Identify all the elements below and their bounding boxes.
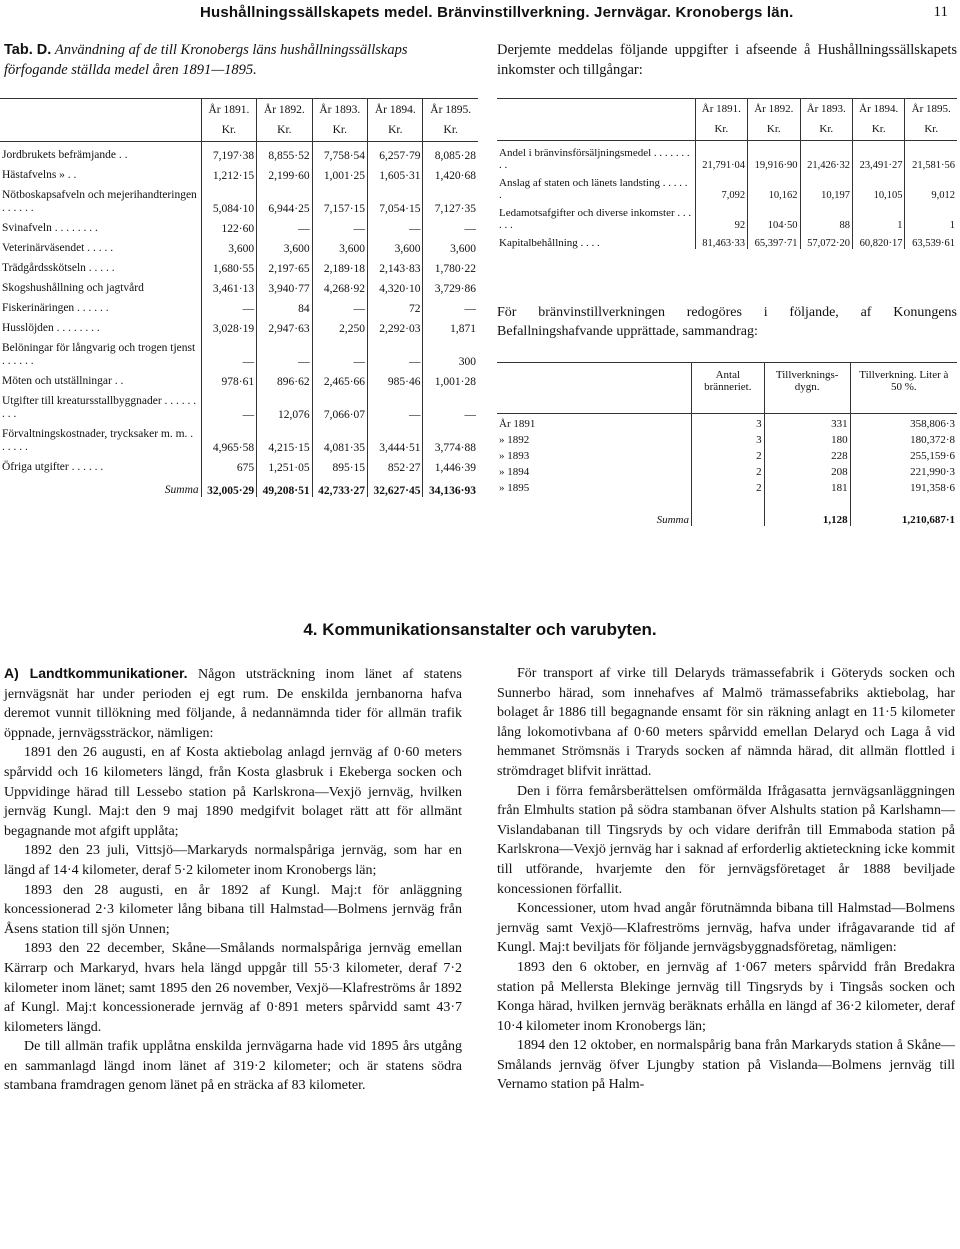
table2 <box>497 98 957 249</box>
cell-value: 92 <box>695 201 747 231</box>
paragraph <box>497 664 955 782</box>
table3 <box>497 362 957 526</box>
row-label: Anslag af staten och länets landsting . . . . . . <box>499 177 688 201</box>
table2-title: Derjemte meddelas följande uppgifter i afseende å Hushållningssällskapets inkomster och tillgångar: <box>497 42 957 78</box>
sum-value: 32,627·45 <box>368 474 423 497</box>
cell-value: 2,199·60 <box>257 162 312 182</box>
cell-value: 2,189·18 <box>312 255 367 275</box>
paragraph <box>4 743 462 841</box>
cell-value: 1,212·15 <box>201 162 256 182</box>
cell-value: 3,444·51 <box>368 421 423 454</box>
cell-value: 7,157·15 <box>312 182 367 215</box>
cell-value: — <box>368 335 423 368</box>
paragraph <box>4 664 462 743</box>
cell-value: 978·61 <box>201 368 256 388</box>
table-row <box>0 295 478 315</box>
cell-value: 4,320·10 <box>368 275 423 295</box>
cell-value: 5,084·10 <box>201 182 256 215</box>
table1-title-prefix: Tab. D. <box>4 42 52 58</box>
cell-value: 3,729·86 <box>423 275 478 295</box>
paragraph <box>497 899 955 958</box>
cell-value: 1,001·25 <box>312 162 367 182</box>
row-label: Utgifter till kreatursstallbyggnader . . . . . . . . . <box>2 395 197 420</box>
row-label: Förvaltningskostnader, trycksaker m. m. . . . . . . <box>2 428 194 453</box>
row-label: Fiskerinäringen . . . . . . <box>2 302 109 314</box>
cell-value: 1,780·22 <box>423 255 478 275</box>
cell-value: 2,197·65 <box>257 255 312 275</box>
paragraph-text: 1893 den 22 december, Skåne—Smålands normalspåriga jernväg emellan Kärrarp och Markaryd, hvars hela längd uppgår till 55·3 kilometer, deraf 7·2 kilometer inom länet; samt 1895 den 26 november, Vexjö—Klafreströms år 1892 af Kungl. Maj:t koncessionerade jernväg af 0·891 meters spårvidd samt 43·7 kilometers längd. <box>4 941 462 1035</box>
year-header: År 1891. <box>695 99 747 118</box>
paragraph-text: Den i förra femårsberättelsen omförmälda Ifrågasatta jernvägsanläggningen från Elmhults station på södra stambanan öfver Alshults station på Karlshamn—Vislandabanan till Tingsryds by och vidare derifrån till Emmaboda station på Karlskrona—Vexjö jernväg har i saknad af erforderlig aktieteckning icke kommit till utförande, hvarjemte den för jernvägsföretaget år 1888 beviljade koncessionen förfallit. <box>497 783 955 897</box>
row-label: Möten och utställningar . . <box>2 375 124 387</box>
cell-value: 181 <box>764 478 850 494</box>
cell-value: 7,092 <box>695 171 747 201</box>
year-header: År 1894. <box>853 99 905 118</box>
table-row <box>497 141 957 172</box>
cell-value: 12,076 <box>257 388 312 421</box>
year-header: År 1892. <box>748 99 800 118</box>
table2-year-row <box>497 99 957 118</box>
unit-header: Kr. <box>257 117 312 142</box>
year-header: År 1895. <box>423 99 478 118</box>
unit-header: Kr. <box>423 117 478 142</box>
cell-value: 21,581·56 <box>905 141 957 172</box>
cell-value: 3,600 <box>312 235 367 255</box>
cell-value: 1 <box>853 201 905 231</box>
cell-value: 180 <box>764 430 850 446</box>
row-label: » 1892 <box>499 434 530 446</box>
cell-value: 180,372·8 <box>850 430 957 446</box>
row-label: Jordbrukets befrämjande . . <box>2 149 128 161</box>
cell-value: 6,944·25 <box>257 182 312 215</box>
paragraph <box>4 881 462 940</box>
table-row <box>497 462 957 478</box>
cell-value: 4,081·35 <box>312 421 367 454</box>
cell-value: 104·50 <box>748 201 800 231</box>
sum-label: Summa <box>656 514 689 526</box>
paragraph-text: För transport af virke till Delaryds trämassefabrik i Göteryds socken och Sunnerbo härad, som innehafves af Malmö trämassefabriks aktiebolag, har bolaget år 1886 till begagnande ensamt för sin räkning anlagt en 11·5 kilometer lång lokomotivbana af 0·60 meters spårvidd emellan Delaryd och Laga å vid hemmanet Strömsnäs i Traryds socken af nämnda härad, dit allmän flottled i strömdraget blifvit inrättad. <box>497 666 955 779</box>
cell-value: — <box>201 388 256 421</box>
table-row <box>497 446 957 462</box>
cell-value: — <box>257 215 312 235</box>
cell-value: 1,680·55 <box>201 255 256 275</box>
cell-value: 895·15 <box>312 454 367 474</box>
cell-value: — <box>201 335 256 368</box>
cell-value: — <box>312 335 367 368</box>
table-row <box>0 142 478 163</box>
cell-value: 1,446·39 <box>423 454 478 474</box>
cell-value: 1,251·05 <box>257 454 312 474</box>
sum-row <box>497 494 957 526</box>
cell-value: 8,085·28 <box>423 142 478 163</box>
unit-header: Kr. <box>800 117 852 141</box>
row-label: Svinafveln . . . . . . . . <box>2 222 98 234</box>
table-row <box>0 275 478 295</box>
table-row <box>497 430 957 446</box>
cell-value: 3,600 <box>423 235 478 255</box>
cell-value: 60,820·17 <box>853 231 905 249</box>
table-row <box>0 335 478 368</box>
cell-value: 2 <box>692 446 765 462</box>
year-header: År 1894. <box>368 99 423 118</box>
cell-value: 81,463·33 <box>695 231 747 249</box>
unit-header: Kr. <box>312 117 367 142</box>
table3-header-row <box>497 363 957 414</box>
year-header: År 1893. <box>312 99 367 118</box>
row-label: Belöningar för långvarig och trogen tjenst . . . . . . <box>2 342 196 367</box>
table-row <box>0 182 478 215</box>
table-row <box>0 215 478 235</box>
table-row <box>0 368 478 388</box>
table2-unit-row <box>497 117 957 141</box>
cell-value: 88 <box>800 201 852 231</box>
row-label: » 1895 <box>499 482 530 494</box>
table-row <box>0 421 478 454</box>
right-column <box>497 664 955 1095</box>
row-label: Trädgårdsskötseln . . . . . <box>2 262 115 274</box>
cell-value: 228 <box>764 446 850 462</box>
table-row <box>497 171 957 201</box>
cell-value: 23,491·27 <box>853 141 905 172</box>
row-label: Nötboskapsafveln och mejerihandteringen . . . . . . <box>2 189 197 214</box>
row-label: Skogshushållning och jagtvård <box>2 282 144 294</box>
row-label: Husslöjden . . . . . . . . <box>2 322 100 334</box>
cell-value: 2,465·66 <box>312 368 367 388</box>
sum-value: 34,136·93 <box>423 474 478 497</box>
cell-value: — <box>312 215 367 235</box>
table-row <box>497 201 957 231</box>
sum-label: Summa <box>164 484 199 496</box>
cell-value: 2,292·03 <box>368 315 423 335</box>
unit-header: Kr. <box>748 117 800 141</box>
paragraph-text: Koncessioner, utom hvad angår förutnämnda bibana till Halmstad—Bolmens jernväg samt Vexjö—Klafreströms jernväg, hafva under ifrågavarande tid af Kungl. Maj:t beviljats för följande jernvägsbyggnadsföretag, nämligen: <box>497 901 955 956</box>
running-head <box>0 4 960 26</box>
cell-value: 1,001·28 <box>423 368 478 388</box>
subsection-heading: A) Landtkommunikationer. <box>4 665 188 681</box>
cell-value: 331 <box>764 414 850 431</box>
cell-value: 3 <box>692 430 765 446</box>
cell-value: 84 <box>257 295 312 315</box>
unit-header: Kr. <box>853 117 905 141</box>
cell-value: 985·46 <box>368 368 423 388</box>
section-heading: 4. Kommunikationsanstalter och varubyten. <box>303 620 657 639</box>
cell-value: 358,806·3 <box>850 414 957 431</box>
paragraph-text: De till allmän trafik upplåtna enskilda jernvägarna hade vid 1895 års utgång en sammanlagd längd inom länet af 319·2 kilometer; och är statens södra stambana framdragen genom länet på en sträcka af 83 kilometer. <box>4 1039 462 1094</box>
cell-value: 4,268·92 <box>312 275 367 295</box>
table-row <box>0 162 478 182</box>
unit-header: Kr. <box>905 117 957 141</box>
paragraph-text: 1894 den 12 oktober, en normalspårig bana från Markaryds station å Skåne—Smålands jernväg öfver Ljungby station på Vislanda—Bolmens jernväg till Vernamo station på Halm- <box>497 1038 955 1093</box>
row-label: Andel i bränvinsförsäljningsmedel . . . . . . . . . <box>499 147 690 171</box>
cell-value: 2,947·63 <box>257 315 312 335</box>
paragraph-text: 1892 den 23 juli, Vittsjö—Markaryds normalspåriga jernväg, som har en längd af 14·4 kilometer, deraf 5·2 kilometer inom Kronobergs län; <box>4 843 462 878</box>
paragraph <box>4 939 462 1037</box>
sum-value: 1,128 <box>764 494 850 526</box>
table1-unit-row <box>0 117 478 142</box>
year-header: År 1895. <box>905 99 957 118</box>
sum-value: 1,210,687·1 <box>850 494 957 526</box>
cell-value: 3,028·19 <box>201 315 256 335</box>
running-head-title: Hushållningssällskapets medel. Bränvinstillverkning. Jernvägar. Kronobergs län. <box>200 4 794 21</box>
cell-value: 1,605·31 <box>368 162 423 182</box>
distillation-intro: För bränvinstillverkningen redogöres i följande, af Konungens Befallningshafvande upprättade, sammandrag: <box>497 305 957 339</box>
cell-value: 21,791·04 <box>695 141 747 172</box>
row-label: » 1893 <box>499 450 530 462</box>
cell-value: 4,215·15 <box>257 421 312 454</box>
table2-body <box>497 141 957 250</box>
cell-value: — <box>368 215 423 235</box>
cell-value: 7,127·35 <box>423 182 478 215</box>
cell-value: 1 <box>905 201 957 231</box>
cell-value: 3,600 <box>201 235 256 255</box>
cell-value: 255,159·6 <box>850 446 957 462</box>
cell-value: 896·62 <box>257 368 312 388</box>
paragraph <box>497 958 955 1036</box>
table1-body <box>0 142 478 498</box>
table-row <box>497 478 957 494</box>
cell-value: 300 <box>423 335 478 368</box>
paragraph <box>4 1037 462 1096</box>
cell-value: 3,600 <box>368 235 423 255</box>
cell-value: 852·27 <box>368 454 423 474</box>
paragraph <box>4 841 462 880</box>
paragraph <box>497 1036 955 1095</box>
table1 <box>0 98 478 497</box>
sum-value: 42,733·27 <box>312 474 367 497</box>
cell-value: 3,940·77 <box>257 275 312 295</box>
cell-value: 7,054·15 <box>368 182 423 215</box>
year-header: År 1893. <box>800 99 852 118</box>
cell-value: 2 <box>692 462 765 478</box>
cell-value: 57,072·20 <box>800 231 852 249</box>
paragraph <box>497 782 955 900</box>
sum-value: 32,005·29 <box>201 474 256 497</box>
row-label: Hästafvelns » . . <box>2 169 77 181</box>
table-row <box>0 454 478 474</box>
table-row <box>0 235 478 255</box>
cell-value: 122·60 <box>201 215 256 235</box>
cell-value: 6,257·79 <box>368 142 423 163</box>
row-label: » 1894 <box>499 466 530 478</box>
cell-value: 208 <box>764 462 850 478</box>
unit-header: Kr. <box>695 117 747 141</box>
cell-value: 10,105 <box>853 171 905 201</box>
cell-value: 10,162 <box>748 171 800 201</box>
cell-value: 3 <box>692 414 765 431</box>
year-header: År 1892. <box>257 99 312 118</box>
table-row <box>0 315 478 335</box>
cell-value: 3,774·88 <box>423 421 478 454</box>
table1-title-text: Användning af de till Kronobergs läns hushållningssällskaps förfogande ställda medel åren 1891—1895. <box>4 42 408 78</box>
column-header: Tillverknings-dygn. <box>764 363 850 414</box>
cell-value: 2,143·83 <box>368 255 423 275</box>
table-row <box>0 388 478 421</box>
unit-header: Kr. <box>368 117 423 142</box>
cell-value: 7,758·54 <box>312 142 367 163</box>
paragraph-text: Någon utsträckning inom länet af statens jernvägsnät har under perioden ej egt rum. De enskilda jernbanorna hafva deremot vunnit tillökning med följande, å nedannämnda tider för allmän trafik öppnade, jernvägssträckor, nämligen: <box>4 667 462 741</box>
sum-row <box>0 474 478 497</box>
row-label: Veterinärväsendet . . . . . <box>2 242 114 254</box>
cell-value: — <box>368 388 423 421</box>
cell-value: 7,197·38 <box>201 142 256 163</box>
cell-value: 4,965·58 <box>201 421 256 454</box>
sum-value: 49,208·51 <box>257 474 312 497</box>
cell-value: 1,420·68 <box>423 162 478 182</box>
cell-value: 3,600 <box>257 235 312 255</box>
cell-value: 1,871 <box>423 315 478 335</box>
row-label: Öfriga utgifter . . . . . . <box>2 461 104 473</box>
cell-value: 63,539·61 <box>905 231 957 249</box>
cell-value: 72 <box>368 295 423 315</box>
table-row <box>497 414 957 431</box>
table1-year-row <box>0 99 478 118</box>
cell-value: 191,358·6 <box>850 478 957 494</box>
cell-value: 65,397·71 <box>748 231 800 249</box>
paragraph-text: 1893 den 6 oktober, en jernväg af 1·067 meters spårvidd från Bredakra station på Mellersta Blekinge jernväg till Tingsryds by i Tingsås socken och Konga härad, hvilken jernväg beräknats erhålla en längd af 36·2 kilometer, deraf 10·4 kilometer inom Kronobergs län; <box>497 959 955 1034</box>
cell-value: 221,990·3 <box>850 462 957 478</box>
column-header: Tillverkning. Liter à 50 %. <box>850 363 957 414</box>
year-header: År 1891. <box>201 99 256 118</box>
cell-value: 2 <box>692 478 765 494</box>
table-row <box>497 231 957 249</box>
table-row <box>0 255 478 275</box>
cell-value: 21,426·32 <box>800 141 852 172</box>
cell-value: — <box>312 295 367 315</box>
paragraph-text: 1891 den 26 augusti, en af Kosta aktiebolag anlagd jernväg af 0·60 meters spårvidd och 16 kilometers längd, från Kosta glasbruk i Ekeberga socken och Uppvidinge härad till Lessebo station på Karlskrona—Vexjö jernväg, hvilken jernväg Kungl. Maj:t den 9 maj 1890 medgifvit bolaget rätt att för allmänt begagnande mot afgift upplåta; <box>4 745 462 839</box>
cell-value: — <box>201 295 256 315</box>
page-number: 11 <box>933 4 948 20</box>
row-label: Ledamotsafgifter och diverse inkomster . . . . . . <box>499 207 692 231</box>
row-label: Kapitalbehållning . . . . <box>499 237 600 249</box>
cell-value: — <box>423 388 478 421</box>
cell-value: 675 <box>201 454 256 474</box>
column-header: Antal bränneriet. <box>692 363 765 414</box>
cell-value: 19,916·90 <box>748 141 800 172</box>
paragraph-text: 1893 den 28 augusti, en år 1892 af Kungl. Maj:t för anläggning koncessionerad 2·3 kilometer lång bibana till Halmstad—Bolmens jernväg från Åsens station till sjön Unnen; <box>4 882 462 937</box>
cell-value: — <box>423 215 478 235</box>
cell-value: 7,066·07 <box>312 388 367 421</box>
cell-value: 3,461·13 <box>201 275 256 295</box>
row-label: År 1891 <box>499 418 536 430</box>
cell-value: 10,197 <box>800 171 852 201</box>
cell-value: — <box>423 295 478 315</box>
left-column <box>4 664 462 1096</box>
table1-title <box>4 40 474 80</box>
cell-value: 2,250 <box>312 315 367 335</box>
unit-header: Kr. <box>201 117 256 142</box>
table3-body <box>497 414 957 527</box>
cell-value: — <box>257 335 312 368</box>
sum-value <box>692 494 765 526</box>
cell-value: 8,855·52 <box>257 142 312 163</box>
cell-value: 9,012 <box>905 171 957 201</box>
